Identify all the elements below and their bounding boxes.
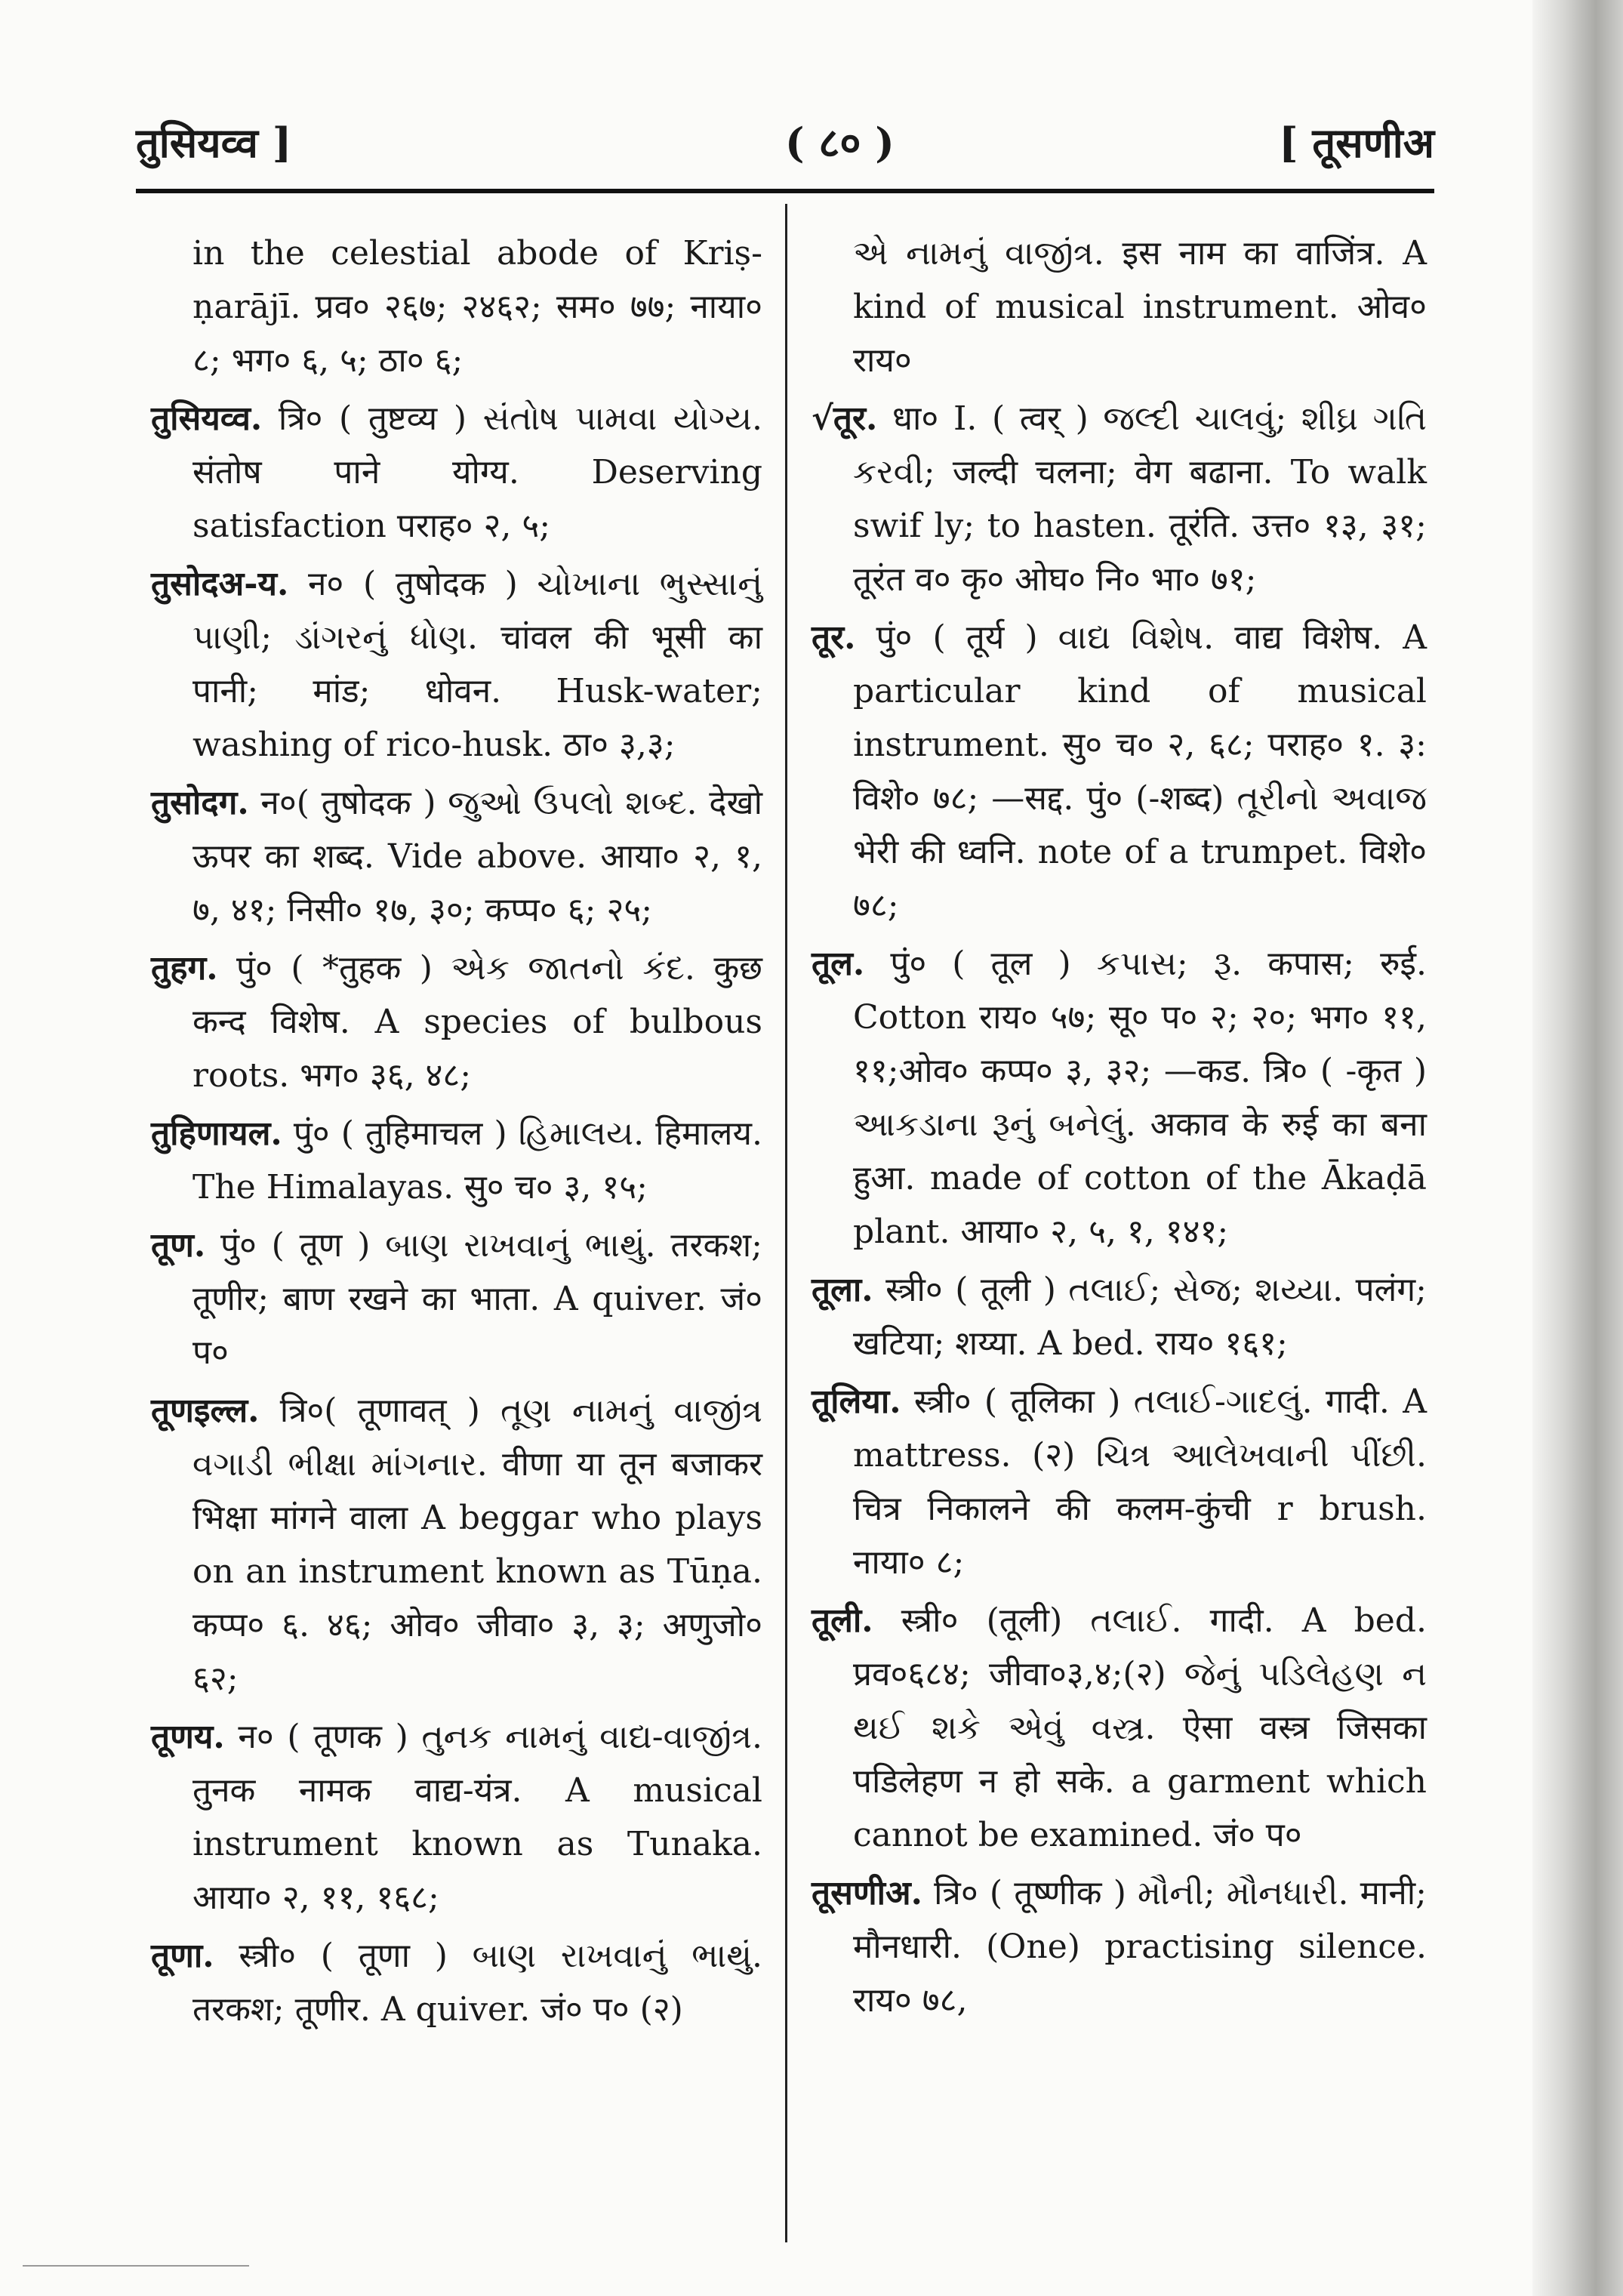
- entry-headword: तूणा.: [151, 1937, 214, 1975]
- entry-headword: तूसणीअ.: [812, 1874, 922, 1912]
- dictionary-entry: [812, 1375, 1427, 1589]
- dictionary-entry: [151, 1710, 762, 1925]
- entry-definition: in the celestial abode of Kriṣ-ṇarājī. प्रव० २६७; २४६२; सम० ७७; नाया० ८; भग० ६, ५; ठा० ६;: [192, 234, 762, 380]
- entry-headword: √तूर.: [812, 399, 878, 438]
- entry-headword: तुसियव्व.: [151, 399, 263, 438]
- entry-headword: तूण.: [151, 1226, 206, 1265]
- entry-headword: तुहिणायल.: [151, 1114, 282, 1153]
- dictionary-entry: [151, 392, 762, 553]
- entry-headword: तूली.: [812, 1601, 873, 1640]
- dictionary-entry: [812, 1866, 1427, 2027]
- header-right-guideword: [ तूसणीअ: [1279, 119, 1434, 167]
- entry-definition: धा० I. ( त्वर् ) જલ્દી ચાલવું; શીઘ્ર ગતિ કરવી; जल्दी चलना; वेग बढाना. To walk swif ly; to hasten. तूरंति. उत्त० १३, ३१; तूरंत व० कृ० ओघ० नि० भा० ७१;: [853, 399, 1427, 599]
- left-column: [151, 227, 762, 2041]
- entry-definition: એ નામનું વાજીંત્ર. इस नाम का वाजिंत्र. A kind of musical instrument. ओव० राय०: [853, 234, 1427, 380]
- right-column: [812, 227, 1427, 2032]
- dictionary-entry: [151, 227, 762, 387]
- dictionary-entry: [151, 1107, 762, 1214]
- dictionary-entry: [812, 611, 1427, 932]
- entry-definition: न० ( तुषोदक ) ચોખાના ભુસ્સાનું પાણી; ડાંગરનું ધોણ. चांवल की भूसी का पानी; मांड; धोवन. Husk-water; washing of rico-husk. ठा० ३,३;: [192, 565, 762, 764]
- page-header: [136, 113, 1434, 166]
- entry-definition: स्त्री० (तूली) તલાઈ. गादी. A bed. प्रव०६८४; जीवा०३,४;(२) જેનું પડિલેહણ ન થઈ શકે એવું વસ્ત્ર. ऐसा वस्त्र जिसका पडिलेहण न हो सके. a garment which cannot be examined. जं० प०: [853, 1601, 1427, 1854]
- entry-definition: स्त्री० ( तूणा ) બાણ રાખવાનું ભાથું. तरकश; तूणीर. A quiver. जं० प० (२): [192, 1937, 762, 2029]
- entry-definition: स्त्री० ( तूलिका ) તલાઈ-ગાદલું. गादी. A mattress. (२) ચિત્ર આલેખવાની પીંછી. चित्र निकालने की कलम-कुंची r brush. नाया० ८;: [853, 1382, 1427, 1582]
- entry-headword: तूर.: [812, 618, 856, 657]
- entry-definition: पुं० ( तूल ) કપાસ; રૂ. कपास; रुई. Cotton राय० ५७; सू० प० २; २०; भग० ११, ११;ओव० कप्प० ३, ३२; —कड. त्रि० ( -कृत ) આકડાના રૂનું બનેલું. अकाव के रुई का बना हुआ. made of cotton of the Ākaḍā plant. आया० २, ५, १, १४१;: [853, 945, 1427, 1251]
- entry-definition: न०( तुषोदक ) જુઓ ઉપલો શબ્દ. देखो ऊपर का शब्द. Vide above. आया० २, १, ७, ४१; निसी० १७, ३०; कप्प० ६; २५;: [192, 784, 762, 929]
- column-divider: [785, 204, 787, 2242]
- dictionary-entry: [151, 1929, 762, 2036]
- entry-headword: तुसोदअ-य.: [151, 565, 289, 603]
- entry-definition: पुं० ( तूण ) બાણ રાખવાનું ભાથું. तरकश; तूणीर; बाण रखने का भाता. A quiver. जं० प०: [192, 1226, 762, 1372]
- dictionary-entry: [151, 1384, 762, 1706]
- dictionary-entry: [812, 937, 1427, 1259]
- dictionary-entry: [151, 776, 762, 937]
- entry-headword: तुहग.: [151, 949, 218, 988]
- header-left-guideword: तुसियव्व ]: [136, 119, 292, 167]
- dictionary-entry: [812, 227, 1427, 387]
- header-rule: [136, 189, 1434, 193]
- entry-definition: पुं० ( तूर्य ) વાદ્ય વિશેષ. वाद्य विशेष. A particular kind of musical instrument. सु० च० २, ६८; पराह० १. ३: विशे० ७८; —सद्द. पुं० (-शब्द) તૂરીનો અવાજ भेरी की ध्वनि. note of a trumpet. विशे० ७८;: [853, 618, 1427, 925]
- entry-headword: तूला.: [812, 1271, 873, 1309]
- entry-definition: न० ( तूणक ) તુનક નામનું વાદ્ય-વાજીંત્ર. तुनक नामक वाद्य-यंत्र. A musical instrument known as Tunaka. आया० २, ११, १६८;: [192, 1718, 762, 1917]
- entry-definition: पुं० ( *तुहक ) એક જાતનો કંદ. कुछ कन्द विशेष. A species of bulbous roots. भग० ३६, ४८;: [192, 949, 762, 1095]
- scan-edge-shadow: [1532, 0, 1623, 2296]
- entry-headword: तूणय.: [151, 1718, 225, 1756]
- entry-definition: त्रि० ( तूष्णीक ) મૌની; મૌનધારી. मानी; मौनधारी. (One) practising silence. राय० ७८,: [853, 1874, 1427, 2020]
- entry-headword: तूलिया.: [812, 1382, 901, 1421]
- dictionary-entry: [151, 557, 762, 772]
- entry-definition: त्रि० ( तुष्टव्य ) સંતોષ પામવા યોગ્ય. संतोष पाने योग्य. Deserving satisfaction पराह० २, ५;: [192, 399, 762, 545]
- dictionary-entry: [812, 1263, 1427, 1370]
- entry-headword: तूल.: [812, 945, 865, 983]
- dictionary-entry: [812, 1594, 1427, 1862]
- dictionary-entry: [151, 942, 762, 1102]
- entry-definition: पुं० ( तुहिमाचल ) હિમાલય. हिमालय. The Himalayas. सु० च० ३, १५;: [192, 1114, 762, 1207]
- entry-definition: स्त्री० ( तूली ) તલાઈ; સેજ; શય્યા. पलंग; खटिया; शय्या. A bed. राय० १६१;: [853, 1271, 1427, 1363]
- entry-definition: त्रि०( तूणावत् ) તૂણ નામનું વાજીંત્ર વગાડી ભીક્ષા માંગનાર. वीणा या तून बजाकर भिक्षा मांगने वाला A beggar who plays on an instrument known as Tūṇa. कप्प० ६. ४६; ओव० जीवा० ३, ३; अणुजो० ६२;: [192, 1391, 762, 1698]
- entry-headword: तुसोदग.: [151, 784, 249, 822]
- header-page-number: ( ८० ): [785, 119, 895, 167]
- bottom-scan-line: [23, 2265, 249, 2267]
- dictionary-entry: [151, 1219, 762, 1379]
- entry-headword: तूणइल्ल.: [151, 1391, 260, 1430]
- dictionary-entry: [812, 392, 1427, 606]
